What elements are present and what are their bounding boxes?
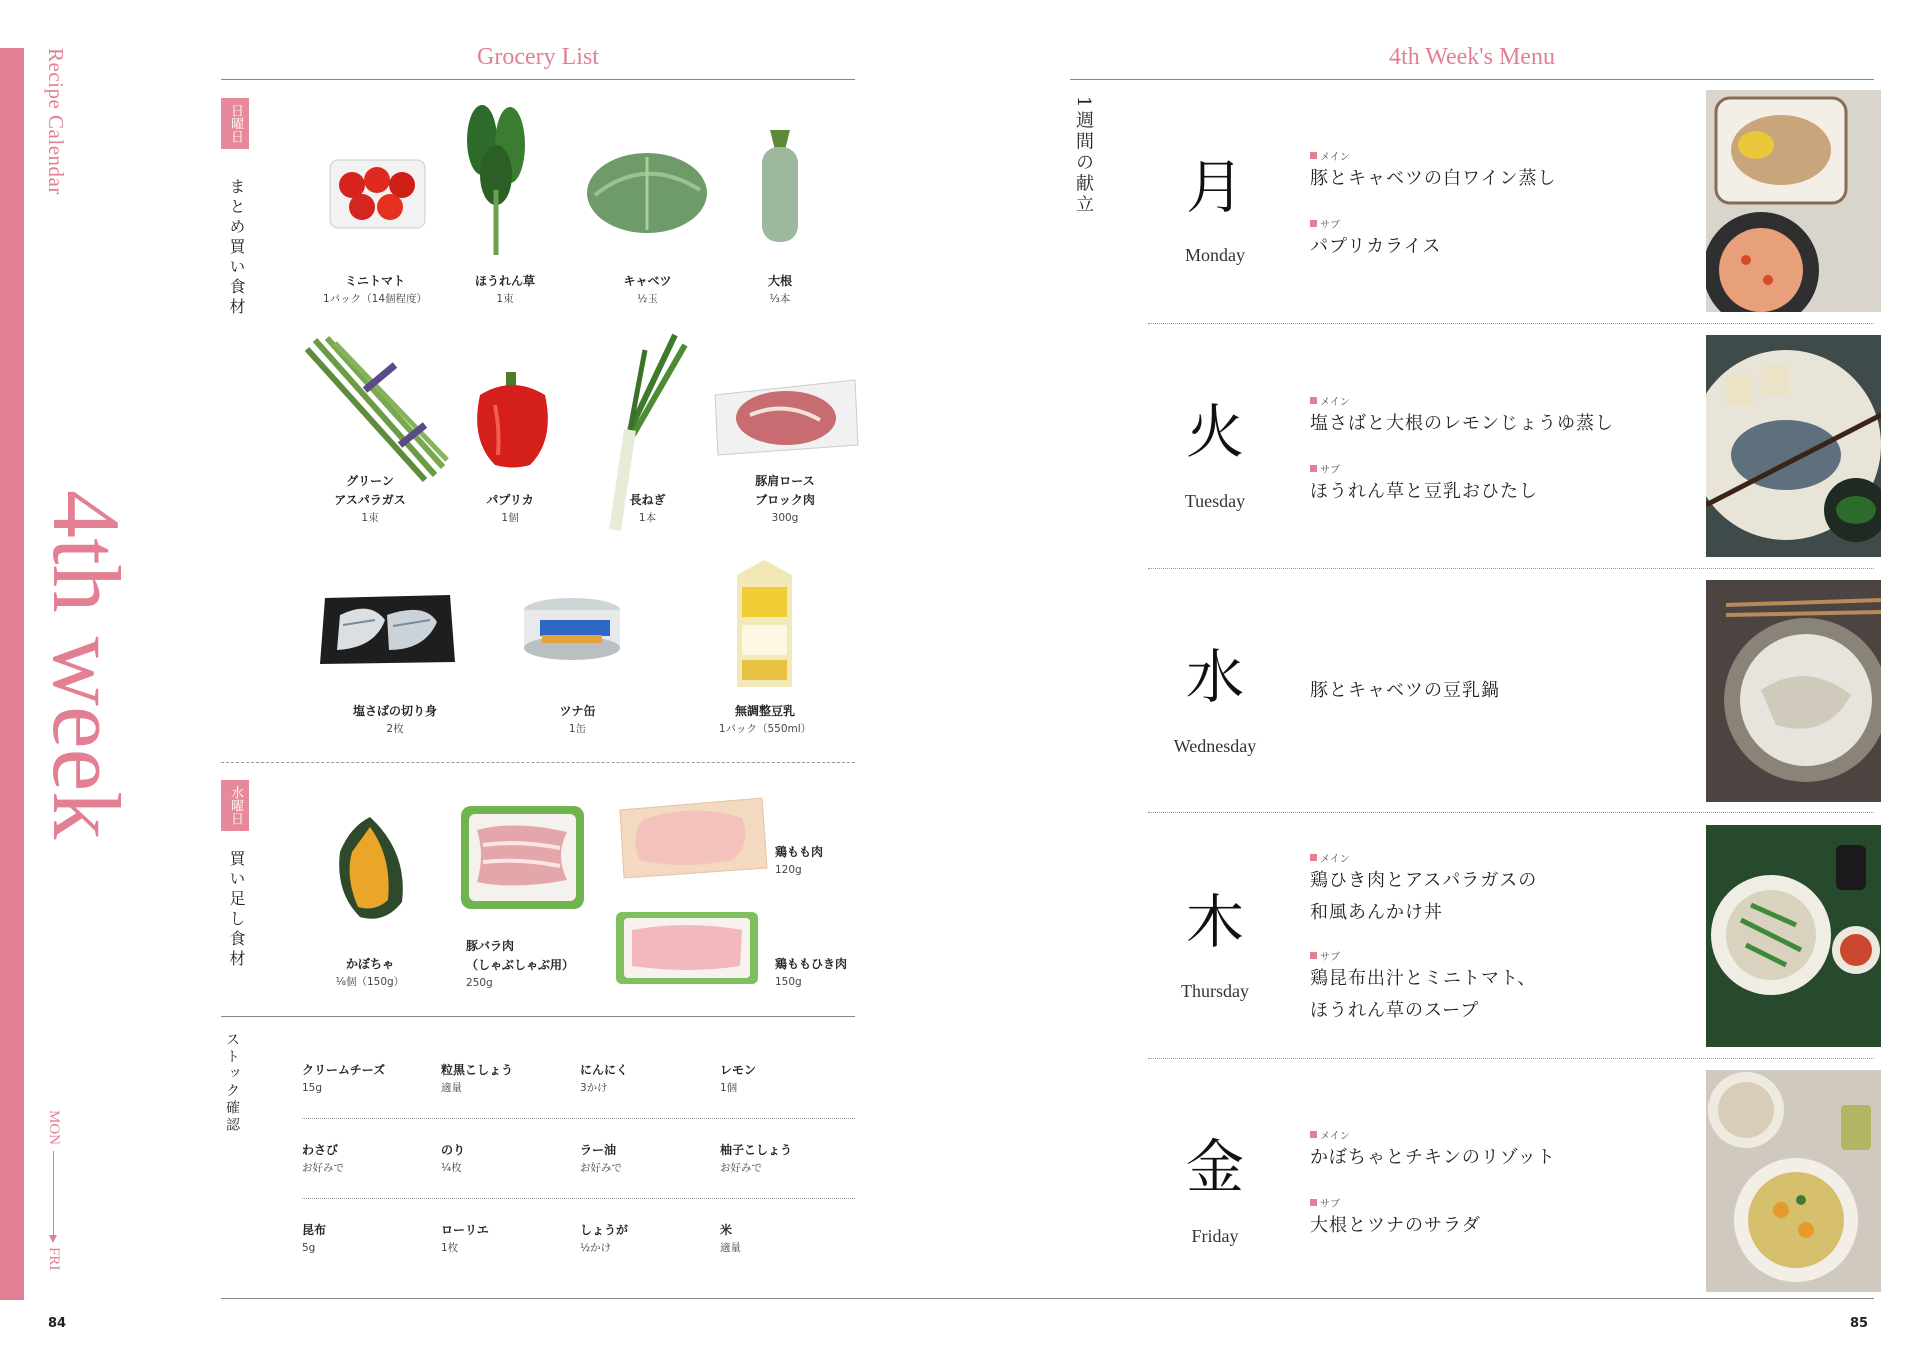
stock-divider	[302, 1118, 855, 1119]
stock-item: 柚子こしょう お好みで	[720, 1143, 793, 1174]
pork-shoulder-image	[710, 375, 860, 460]
monday-dish-photo	[1706, 90, 1881, 312]
stock-item: 昆布 5g	[302, 1223, 327, 1254]
sub-label: サブ	[1310, 948, 1340, 963]
stock-item: レモン 1個	[720, 1063, 757, 1094]
grocery-item: 長ねぎ 1本	[629, 493, 666, 524]
day-kanji: 木	[1185, 888, 1244, 956]
grocery-title-rule	[221, 79, 855, 80]
square-icon	[1310, 1131, 1317, 1138]
bottom-rule	[221, 1298, 1874, 1299]
sidebar-accent-bar	[0, 48, 24, 1300]
section-divider	[221, 1016, 855, 1017]
grocery-item: 塩さばの切り身 2枚	[352, 704, 437, 735]
page-number-right: 85	[1850, 1316, 1869, 1331]
menu-title-rule	[1070, 79, 1874, 80]
grocery-item: 鶏もも肉 120g	[775, 845, 824, 876]
recipe-calendar-label: Recipe Calendar	[44, 48, 68, 195]
day-kanji: 金	[1185, 1133, 1244, 1201]
day-name: Wednesday	[1173, 736, 1257, 756]
grocery-item: ほうれん草 1束	[474, 274, 535, 305]
day-name: Friday	[1191, 1226, 1239, 1246]
wednesday-label: 買い足し食材	[227, 850, 246, 970]
square-icon	[1310, 1199, 1317, 1206]
stock-item: クリームチーズ 15g	[302, 1063, 386, 1094]
day-kanji: 水	[1185, 643, 1244, 711]
stock-item: ローリエ 1枚	[441, 1223, 489, 1254]
stock-divider	[302, 1198, 855, 1199]
square-icon	[1310, 952, 1317, 959]
grocery-item: パプリカ 1個	[486, 493, 534, 524]
grocery-item: ツナ缶 1缶	[559, 704, 596, 735]
grocery-item: 大根 ⅓本	[767, 274, 792, 305]
soy-milk-carton-image	[727, 555, 802, 690]
main-label: メイン	[1310, 850, 1350, 865]
page-number-left: 84	[48, 1316, 67, 1331]
stock-item: にんにく 3かけ	[580, 1063, 629, 1094]
cherry-tomatoes-image	[322, 140, 432, 235]
stock-item: 粒黒こしょう 適量	[441, 1063, 514, 1094]
grocery-item: 豚肩ロース ブロック肉 300g	[755, 474, 815, 524]
stock-item: のり ¼枚	[441, 1143, 466, 1174]
grocery-item: かぼちゃ ⅛個（150g）	[335, 957, 405, 988]
main-dish: 鶏ひき肉とアスパラガスの 和風あんかけ丼	[1310, 870, 1538, 923]
weekly-menu-vertical-header: 1週間の献立	[1073, 96, 1094, 216]
stock-item: ラー油 お好みで	[580, 1143, 622, 1174]
tuna-can-image	[520, 595, 625, 665]
thursday-dish-photo	[1706, 825, 1881, 1047]
day-divider	[1148, 812, 1874, 813]
square-icon	[1310, 854, 1317, 861]
square-icon	[1310, 465, 1317, 472]
sub-dish: ほうれん草と豆乳おひたし	[1310, 481, 1538, 502]
chicken-thigh-image	[612, 790, 772, 885]
square-icon	[1310, 152, 1317, 159]
main-dish: かぼちゃとチキンのリゾット	[1310, 1147, 1556, 1168]
grocery-title: Grocery List	[477, 44, 599, 70]
main-label: メイン	[1310, 1127, 1350, 1142]
spinach-image	[462, 100, 532, 260]
sub-label: サブ	[1310, 216, 1340, 231]
section-divider	[221, 762, 855, 763]
stock-item: しょうが ½かけ	[580, 1223, 629, 1254]
grocery-item: 無調整豆乳 1パック（550ml）	[718, 704, 812, 735]
grocery-item: 豚バラ肉 （しゃぶしゃぶ用） 250g	[466, 939, 575, 989]
day-range	[45, 1110, 62, 1270]
day-divider	[1148, 323, 1874, 324]
single-dish: 豚とキャベツの豆乳鍋	[1310, 680, 1500, 701]
arrow-down-icon	[53, 1151, 54, 1241]
day-name: Tuesday	[1184, 491, 1246, 511]
main-dish: 豚とキャベツの白ワイン蒸し	[1310, 168, 1557, 189]
day-divider	[1148, 568, 1874, 569]
sub-dish: パプリカライス	[1310, 236, 1442, 257]
stock-item: 米 適量	[720, 1223, 741, 1254]
grocery-item: ミニトマト 1パック（14個程度）	[322, 274, 428, 305]
paprika-image	[470, 370, 555, 470]
daikon-image	[750, 125, 810, 245]
grocery-item: グリーン アスパラガス 1束	[334, 474, 406, 524]
square-icon	[1310, 220, 1317, 227]
grocery-item: 鶏ももひき肉 150g	[775, 957, 848, 988]
sub-dish: 大根とツナのサラダ	[1310, 1215, 1481, 1236]
range-start: MON	[46, 1110, 62, 1146]
day-name: Monday	[1185, 245, 1245, 265]
main-label: メイン	[1310, 393, 1350, 408]
day-name: Thursday	[1181, 981, 1249, 1001]
pork-belly-image	[455, 800, 590, 915]
sunday-tag: 日曜日	[221, 98, 249, 149]
wednesday-dish-photo	[1706, 580, 1881, 802]
cabbage-image	[585, 145, 710, 235]
day-divider	[1148, 1058, 1874, 1059]
friday-dish-photo	[1706, 1070, 1881, 1292]
main-dish: 塩さばと大根のレモンじょうゆ蒸し	[1310, 413, 1614, 434]
square-icon	[1310, 397, 1317, 404]
stock-label: ストック確認	[224, 1032, 240, 1134]
stock-item: わさび お好みで	[302, 1143, 344, 1174]
day-kanji: 火	[1185, 398, 1244, 466]
ground-chicken-image	[612, 908, 762, 988]
tuesday-dish-photo	[1706, 335, 1881, 557]
sunday-label: まとめ買い食材	[227, 178, 246, 318]
menu-title: 4th Week's Menu	[1389, 44, 1555, 70]
salted-mackerel-image	[315, 590, 460, 670]
grocery-item: キャベツ ½玉	[623, 274, 672, 305]
day-kanji: 月	[1185, 153, 1244, 221]
main-label: メイン	[1310, 148, 1350, 163]
range-end: FRI	[46, 1247, 62, 1271]
sub-dish: 鶏昆布出汁とミニトマト、 ほうれん草のスープ	[1310, 968, 1537, 1021]
kabocha-image	[330, 812, 410, 927]
sub-label: サブ	[1310, 461, 1340, 476]
asparagus-image	[305, 335, 450, 485]
wednesday-tag: 水曜日	[221, 780, 249, 831]
sub-label: サブ	[1310, 1195, 1340, 1210]
week-title: 4th week	[33, 490, 140, 840]
